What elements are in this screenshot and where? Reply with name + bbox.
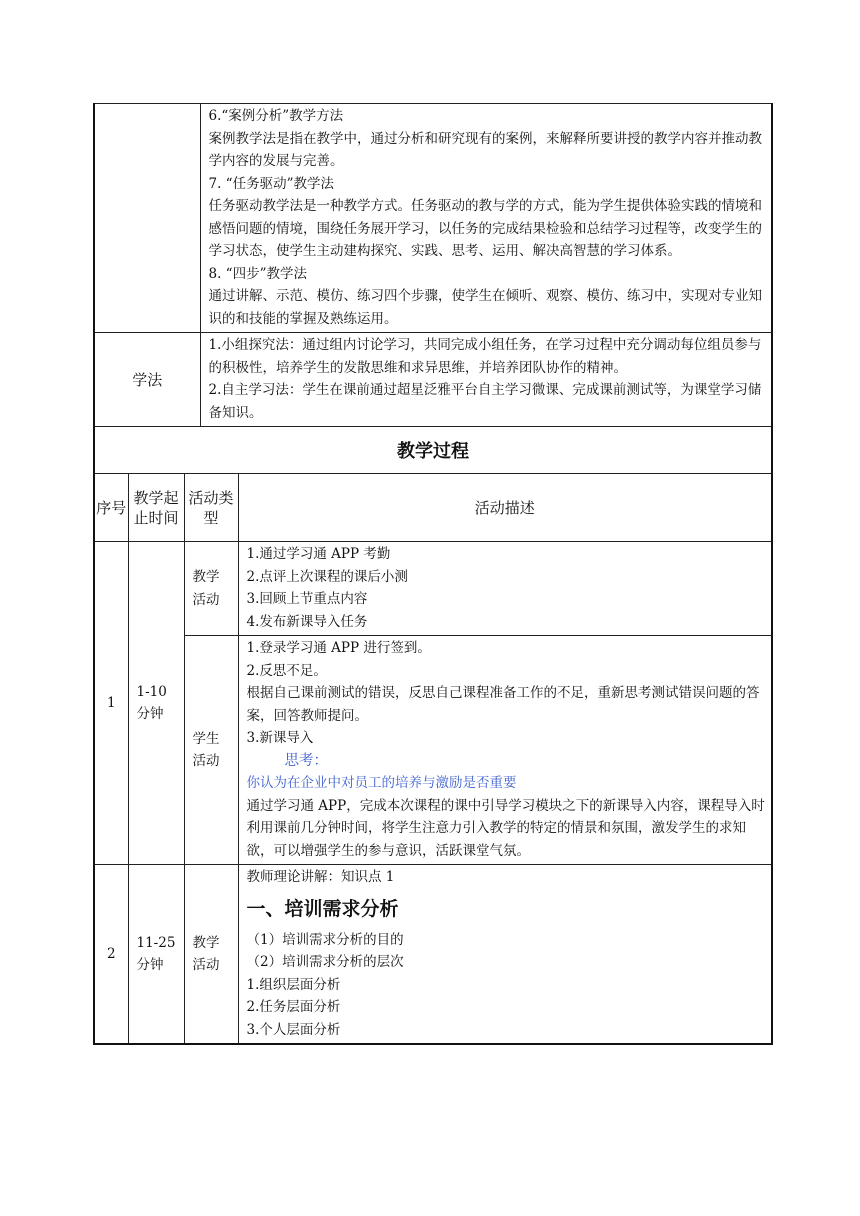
- teacher-item-2: 2.点评上次课程的课后小测: [246, 568, 408, 585]
- row1-teacher-label: 教学活动: [184, 542, 238, 636]
- document-page: [93, 103, 771, 1045]
- teacher-item-4: 4.发布新课导入任务: [246, 613, 368, 630]
- row1-student-content: [238, 636, 772, 865]
- student-item-4: 3.新课导入: [246, 730, 314, 746]
- method-8-title: 8. “四步”教学法: [208, 265, 307, 282]
- methods-content-cell: [200, 104, 772, 333]
- header-seq: 序号: [94, 474, 128, 542]
- method-6-desc: 案例教学法是指在教学中，通过分析和研究现有的案例，来解释所要讲授的教学内容并推动教学内容的发展与完善。: [208, 130, 762, 169]
- row2-heading: 一、培训需求分析: [246, 897, 399, 920]
- row2-item-1: （1）培训需求分析的目的: [246, 931, 404, 948]
- row2-item-2: （2）培训需求分析的层次: [246, 954, 404, 970]
- header-desc: 活动描述: [238, 474, 772, 542]
- study-method-item-2: 2.自主学习法：学生在课前通过超星泛雅平台自主学习微课、完成课前测试等，为课堂学习储备知识。: [208, 382, 762, 421]
- method-6-title: 6.“案例分析”教学方法: [208, 108, 344, 124]
- student-tail: 通过学习通 APP，完成本次课程的课中引导学习模块之下的新课导入内容，课程导入时利用课前几分钟时间，将学生注意力引入教学的特定的情景和氛围，激发学生的求知欲，可以增强学生的参与意识，活跃课堂气氛。: [246, 797, 765, 859]
- row2: [94, 865, 772, 1045]
- row2-content: [238, 865, 772, 1045]
- header-type: 活动类型: [184, 474, 238, 542]
- think-question: 你认为在企业中对员工的培养与激励是否重要: [246, 775, 517, 791]
- row2-intro: 教师理论讲解：知识点 1: [246, 869, 395, 885]
- row2-label: 教学活动: [184, 865, 238, 1045]
- row2-time: 11-25分钟: [128, 865, 184, 1045]
- think-label: 思考：: [284, 752, 328, 769]
- row2-item-5: 3.个人层面分析: [246, 1021, 341, 1038]
- row2-item-4: 2.任务层面分析: [246, 999, 341, 1015]
- method-7-title: 7. “任务驱动”教学法: [208, 175, 334, 192]
- methods-row: [94, 104, 772, 333]
- row1-seq: 1: [94, 542, 128, 865]
- study-method-item-1: 1.小组探究法：通过组内讨论学习，共同完成小组任务，在学习过程中充分调动每位组员参与的积极性，培养学生的发散思维和求异思维，并培养团队协作的精神。: [208, 337, 762, 376]
- student-item-1: 1.登录学习通 APP 进行签到。: [246, 640, 431, 656]
- row1-teacher-content: [238, 542, 772, 636]
- study-method-content: [200, 333, 772, 427]
- teacher-item-3: 3.回顾上节重点内容: [246, 591, 368, 607]
- process-table: [93, 426, 773, 1045]
- row2-item-3: 1.组织层面分析: [246, 976, 341, 993]
- process-title: 教学过程: [94, 427, 772, 474]
- row1-teacher: [94, 542, 772, 636]
- row1-student: [94, 636, 772, 865]
- method-8-desc: 通过讲解、示范、模仿、练习四个步骤，使学生在倾听、观察、模仿、练习中，实现对专业知识的和技能的掌握及熟练运用。: [208, 288, 762, 327]
- header-time: 教学起止时间: [128, 474, 184, 542]
- study-method-label: 学法: [94, 333, 200, 427]
- process-header-row: [94, 474, 772, 542]
- process-title-row: [94, 427, 772, 474]
- method-7-desc: 任务驱动教学法是一种教学方式。任务驱动的教与学的方式，能为学生提供体验实践的情境和感悟问题的情境，围绕任务展开学习，以任务的完成结果检验和总结学习过程等，改变学生的学习状态，使学生主动建构探究、实践、思考、运用、解决高智慧的学习体系。: [208, 198, 762, 259]
- methods-label-cell: [94, 104, 200, 333]
- row1-student-label: 学生活动: [184, 636, 238, 865]
- methods-table: [93, 103, 773, 427]
- study-method-row: [94, 333, 772, 427]
- row2-seq: 2: [94, 865, 128, 1045]
- student-item-3: 根据自己课前测试的错误，反思自己课程准备工作的不足，重新思考测试错误问题的答案，回答教师提问。: [246, 685, 760, 724]
- row1-time: 1-10分钟: [128, 542, 184, 865]
- student-item-2: 2.反思不足。: [246, 662, 327, 679]
- teacher-item-1: 1.通过学习通 APP 考勤: [246, 546, 391, 562]
